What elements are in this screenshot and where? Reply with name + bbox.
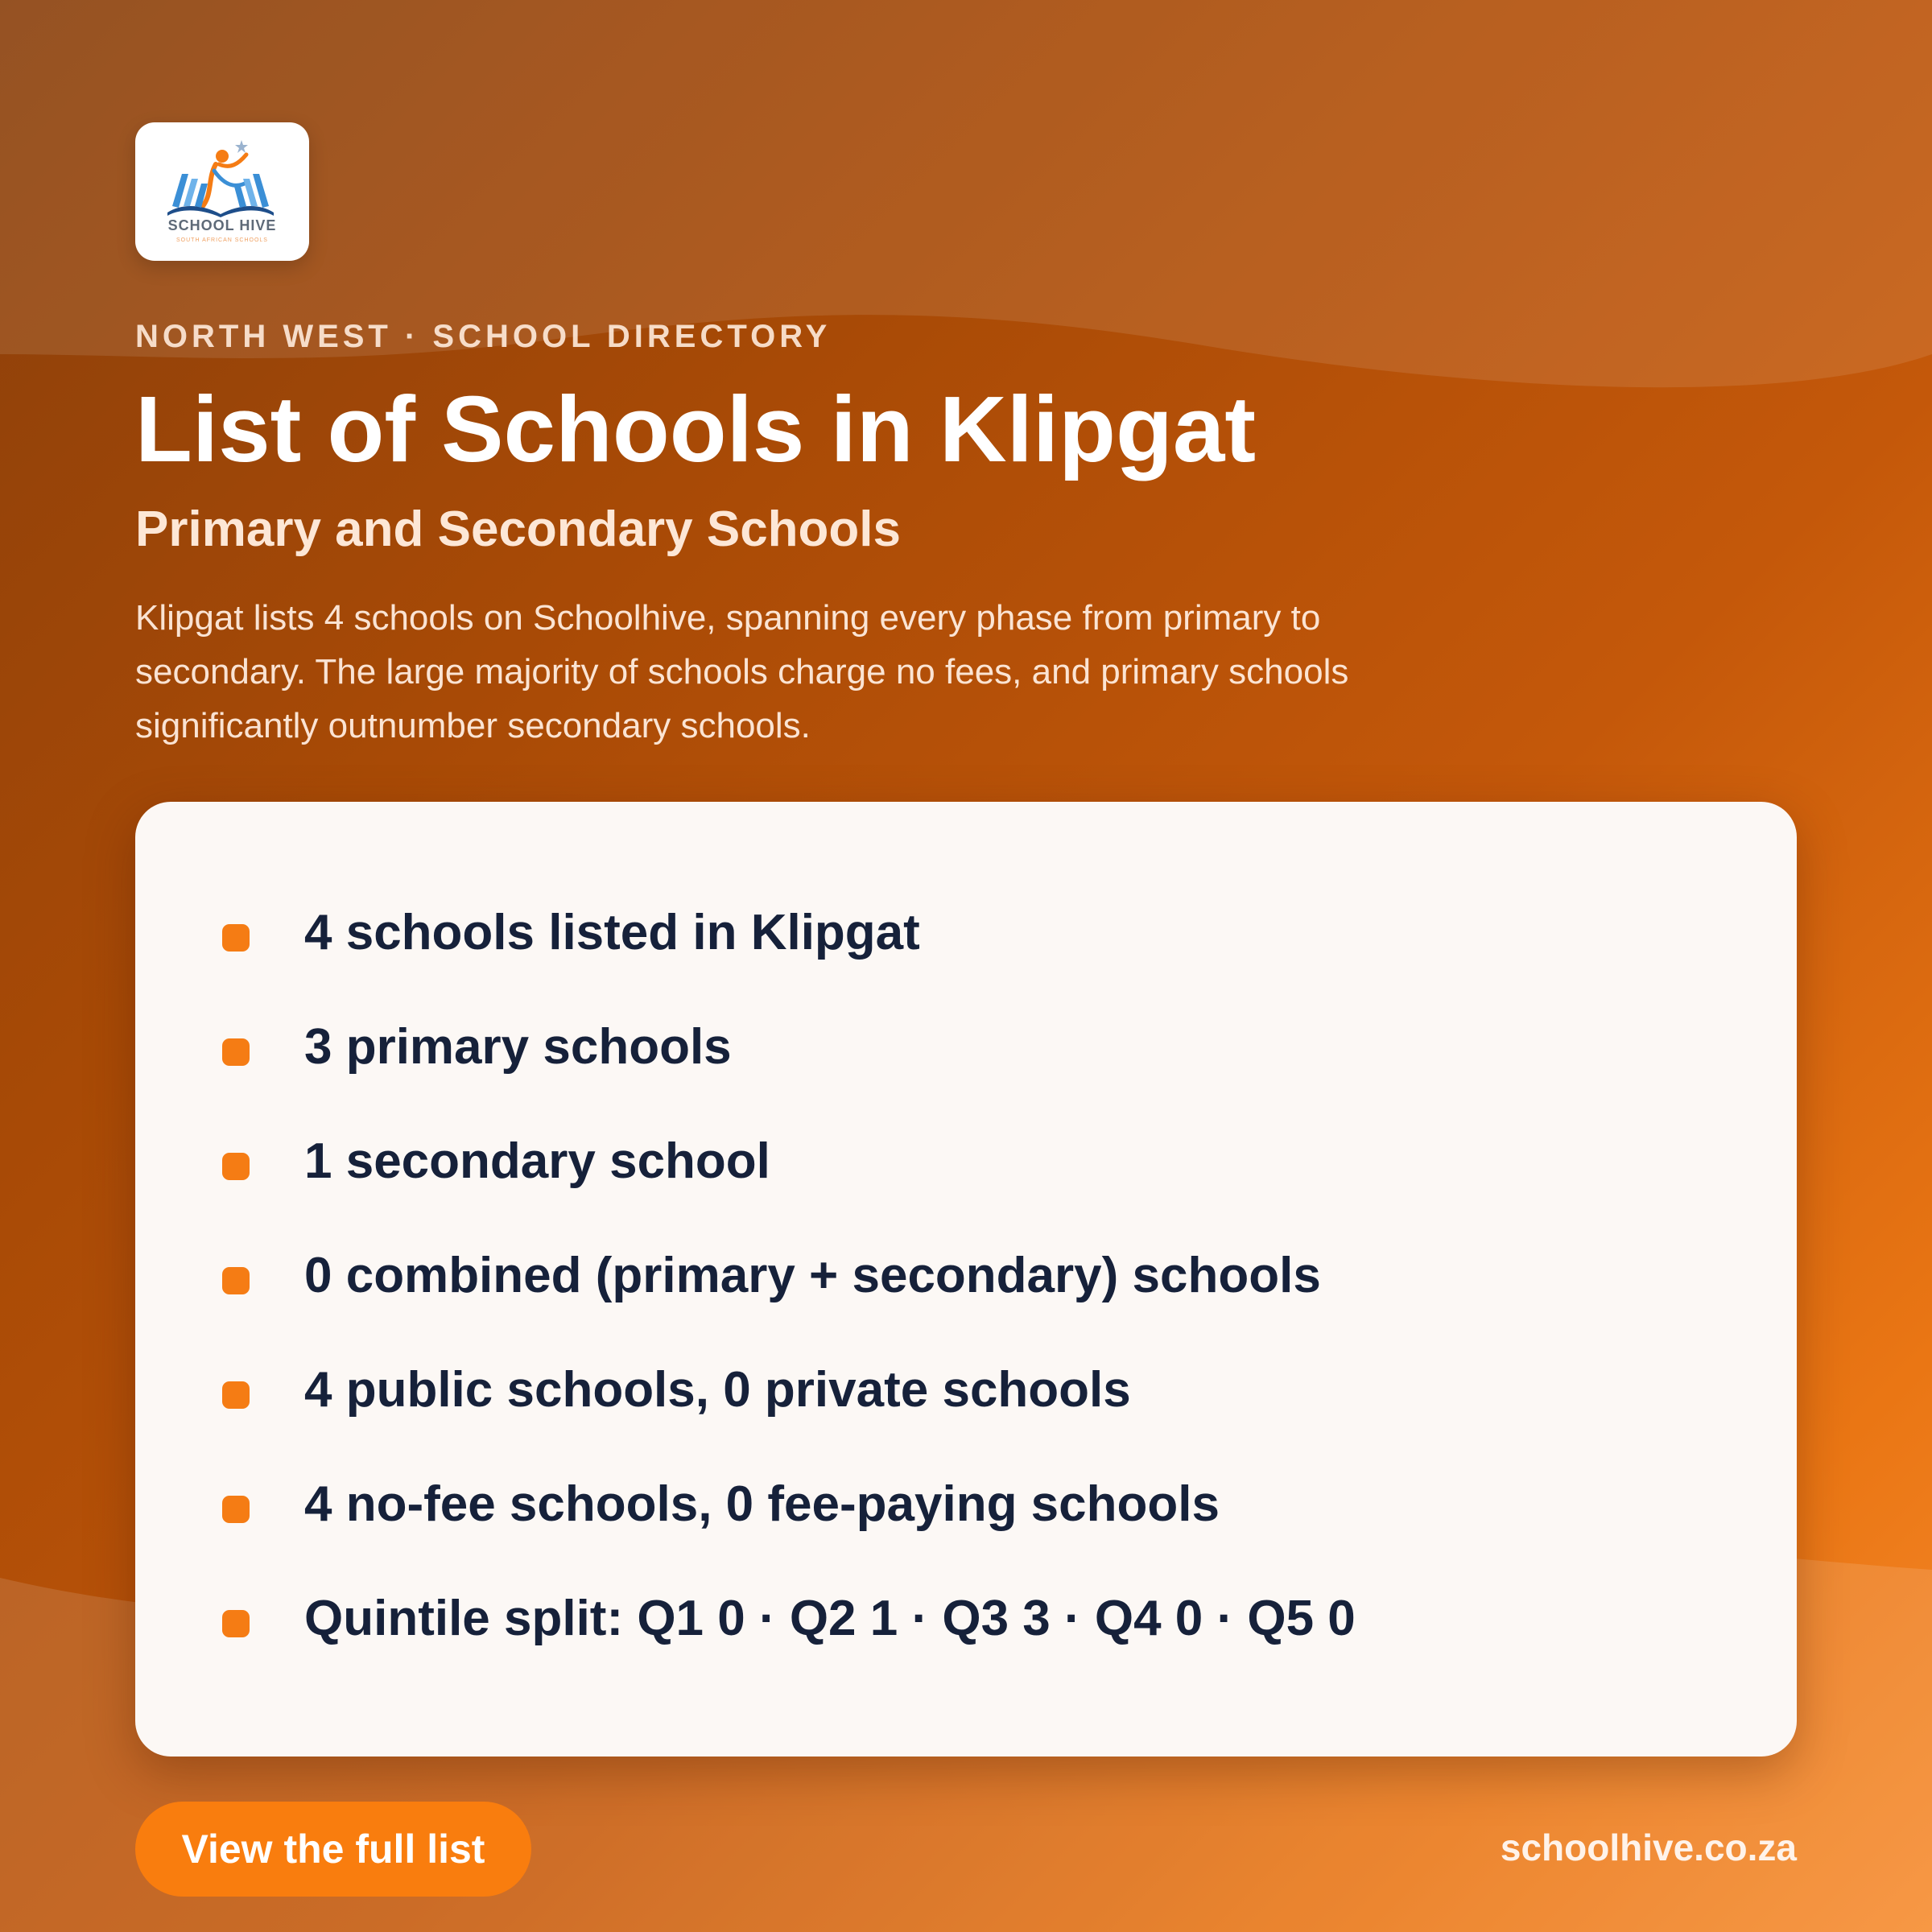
stat-text: 3 primary schools (304, 1019, 732, 1075)
stat-item (222, 902, 1356, 1016)
region-eyebrow: NORTH WEST · SCHOOL DIRECTORY (135, 319, 832, 354)
bullet-icon (222, 924, 250, 952)
bullet-icon (222, 1610, 250, 1637)
stat-text: 4 public schools, 0 private schools (304, 1362, 1131, 1418)
stat-text: 4 schools listed in Klipgat (304, 905, 920, 960)
stats-card (135, 802, 1797, 1757)
stat-item (222, 1016, 1356, 1130)
page-title: List of Schools in Klipgat (135, 377, 1256, 481)
stat-text: Quintile split: Q1 0 · Q2 1 · Q3 3 · Q4 0 · Q5 0 (304, 1591, 1356, 1646)
stats-list (222, 902, 1356, 1702)
school-hive-logo (135, 122, 309, 261)
stat-text: 0 combined (primary + secondary) schools (304, 1248, 1321, 1303)
stat-item (222, 1473, 1356, 1587)
stat-text: 4 no-fee schools, 0 fee-paying schools (304, 1476, 1220, 1532)
bullet-icon (222, 1038, 250, 1066)
bullet-icon (222, 1153, 250, 1180)
bullet-icon (222, 1381, 250, 1409)
page-description: Klipgat lists 4 schools on Schoolhive, spanning every phase from primary to secondary. The large majority of schools charge no fees, and primary schools significantly outnumber secondary schools. (135, 598, 1349, 745)
page-subtitle: Primary and Secondary Schools (135, 502, 902, 557)
view-full-list-button[interactable]: View the full list (135, 1802, 531, 1897)
stat-item (222, 1245, 1356, 1359)
stat-item (222, 1587, 1356, 1702)
site-url-link[interactable]: schoolhive.co.za (1500, 1827, 1797, 1868)
logo-name: SCHOOL HIVE (167, 217, 277, 233)
book-logo-icon (135, 122, 309, 261)
bullet-icon (222, 1496, 250, 1523)
bullet-icon (222, 1267, 250, 1294)
logo-tagline: SOUTH AFRICAN SCHOOLS (176, 237, 268, 243)
stat-text: 1 secondary school (304, 1133, 770, 1189)
stat-item (222, 1130, 1356, 1245)
stat-item (222, 1359, 1356, 1473)
